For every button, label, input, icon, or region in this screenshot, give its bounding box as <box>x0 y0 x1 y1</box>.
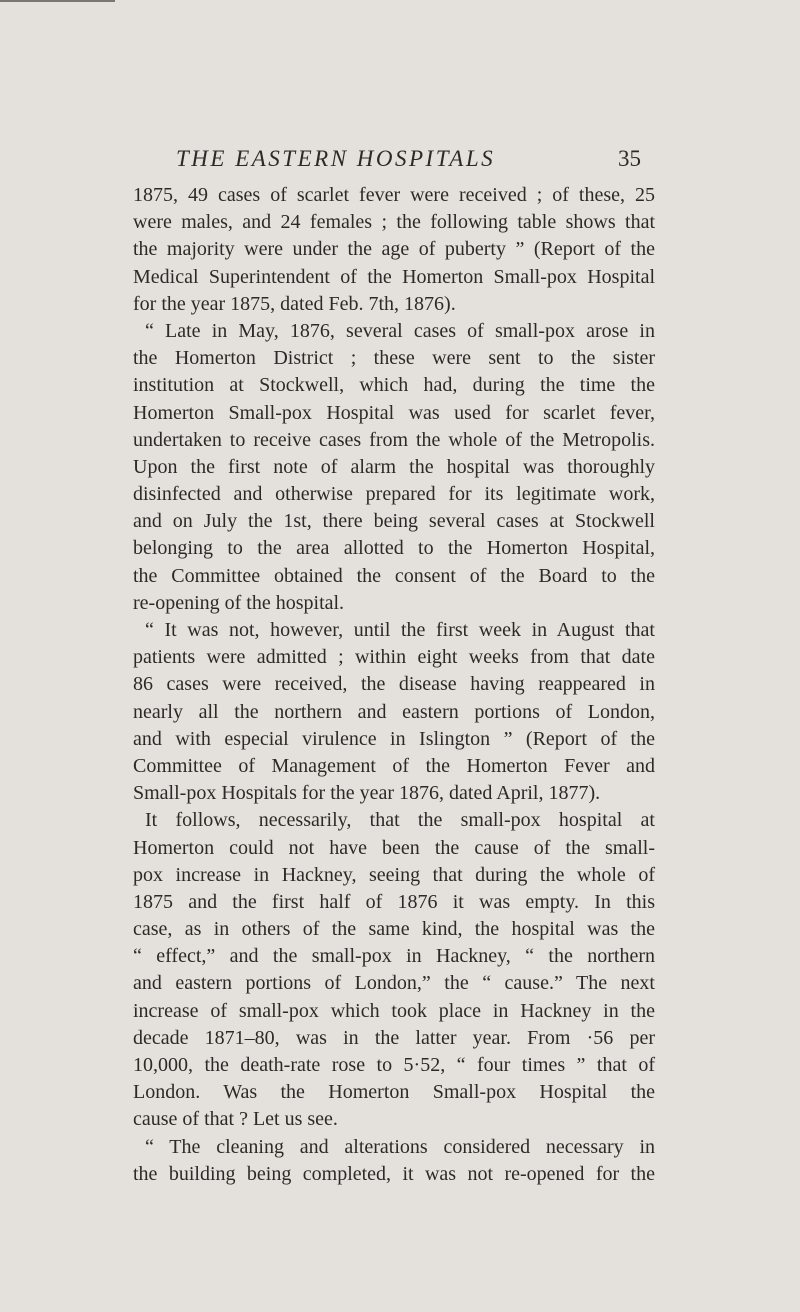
text-line: for the year 1875, dated Feb. 7th, 1876). <box>133 292 456 315</box>
text-line: were males, and 24 females ; the following table shows that <box>133 211 655 234</box>
text-line: and on July the 1st, there being several cases at Stockwell <box>133 510 655 533</box>
text-line: the Homerton District ; these were sent to the sister <box>133 347 655 370</box>
text-line: the majority were under the age of puberty ” (Report of the <box>133 238 655 261</box>
text-line: and eastern portions of London,” the “ cause.” The next <box>133 972 655 995</box>
running-head <box>0 146 800 174</box>
text-line: the Committee obtained the consent of the Board to the <box>133 564 655 587</box>
text-line: “ It was not, however, until the first week in August that <box>145 619 655 641</box>
top-edge-rule <box>0 0 115 2</box>
text-line: patients were admitted ; within eight weeks from that date <box>133 646 655 669</box>
text-line: Homerton Small-pox Hospital was used for scarlet fever, <box>133 401 655 424</box>
text-line: 1875, 49 cases of scarlet fever were received ; of these, 25 <box>133 184 655 206</box>
text-line: “ The cleaning and alterations considered necessary in <box>145 1135 655 1158</box>
text-line: 86 cases were received, the disease having reappeared in <box>133 673 655 696</box>
text-line: London. Was the Homerton Small-pox Hospital the <box>133 1081 655 1104</box>
text-line: 1875 and the first half of 1876 it was empty. In this <box>133 890 655 913</box>
text-line: Upon the first note of alarm the hospital was thoroughly <box>133 455 655 478</box>
text-line: Homerton could not have been the cause of the small- <box>133 836 655 859</box>
text-line: Committee of Management of the Homerton Fever and <box>133 754 655 777</box>
text-line: institution at Stockwell, which had, during the time the <box>133 374 655 397</box>
text-line: decade 1871–80, was in the latter year. From ·56 per <box>133 1026 655 1049</box>
text-line: Small-pox Hospitals for the year 1876, dated April, 1877). <box>133 782 601 805</box>
text-line: It follows, necessarily, that the small-pox hospital at <box>145 809 655 832</box>
body-text <box>133 182 655 1188</box>
text-line: the building being completed, it was not re-opened for the <box>133 1162 655 1185</box>
text-line: and with especial virulence in Islington ” (Report of the <box>133 727 655 750</box>
text-line: increase of small-pox which took place in Hackney in the <box>133 999 655 1022</box>
page-number: 35 <box>618 146 641 171</box>
text-line: “ effect,” and the small-pox in Hackney, “ the northern <box>133 945 655 968</box>
text-line: nearly all the northern and eastern portions of London, <box>133 700 655 723</box>
text-line: “ Late in May, 1876, several cases of small-pox arose in <box>145 319 655 342</box>
text-line: case, as in others of the same kind, the hospital was the <box>133 918 655 941</box>
text-line: belonging to the area allotted to the Homerton Hospital, <box>133 537 655 560</box>
text-line: re-opening of the hospital. <box>133 591 345 614</box>
text-line: Medical Superintendent of the Homerton Small-pox Hospital <box>133 265 655 288</box>
text-line: disinfected and otherwise prepared for its legitimate work, <box>133 483 655 506</box>
text-line: cause of that ? Let us see. <box>133 1108 338 1131</box>
text-line: 10,000, the death-rate rose to 5·52, “ four times ” that of <box>133 1054 655 1076</box>
running-title: THE EASTERN HOSPITALS <box>176 146 496 171</box>
text-line: undertaken to receive cases from the whole of the Metropolis. <box>133 428 655 451</box>
text-line: pox increase in Hackney, seeing that during the whole of <box>133 863 655 886</box>
